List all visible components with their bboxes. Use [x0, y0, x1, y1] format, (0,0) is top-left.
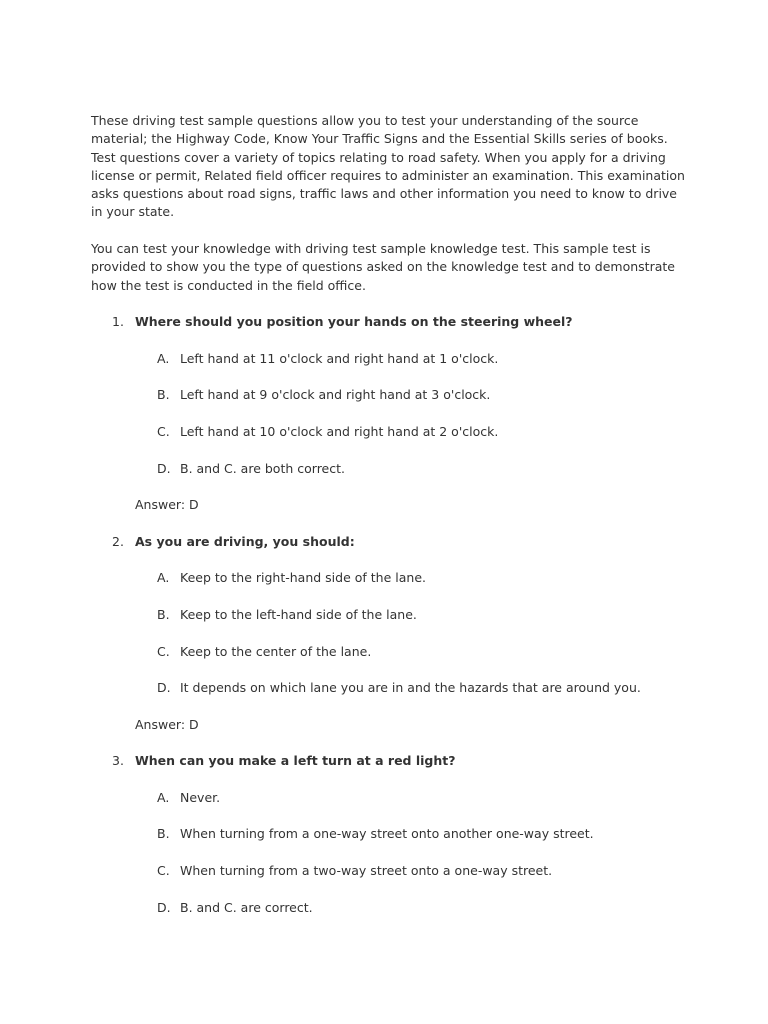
option-letter: D. [157, 899, 171, 915]
option-b [135, 606, 691, 624]
question-number: 2. [112, 533, 124, 549]
option-d [135, 460, 691, 478]
option-letter: A. [157, 570, 170, 586]
question-2 [91, 533, 691, 734]
option-text: Left hand at 11 o'clock and right hand at 1 o'clock. [180, 350, 499, 366]
question-number: 3. [112, 753, 124, 769]
option-a [135, 789, 691, 807]
intro-paragraph-2: You can test your knowledge with driving test sample knowledge test. This sample test is provided to show you the type of questions asked on the knowledge test and to demonstrate how the test is conducted in the field office. [91, 241, 675, 293]
answer-text: Answer: D [135, 716, 199, 732]
option-list [135, 789, 691, 917]
question-text: Where should you position your hands on the steering wheel? [135, 314, 573, 330]
option-text: Keep to the center of the lane. [180, 643, 372, 659]
option-text: Left hand at 9 o'clock and right hand at 3 o'clock. [180, 387, 491, 403]
option-list [135, 350, 691, 478]
option-letter: C. [157, 643, 170, 659]
option-text: Keep to the left-hand side of the lane. [180, 606, 417, 622]
option-text: B. and C. are correct. [180, 899, 313, 915]
option-c [135, 862, 691, 880]
question-3 [91, 752, 691, 917]
document-page [91, 112, 691, 935]
question-number: 1. [112, 314, 124, 330]
option-letter: D. [157, 460, 171, 476]
option-d [135, 679, 691, 697]
question-text: As you are driving, you should: [135, 533, 355, 549]
option-letter: C. [157, 862, 170, 878]
option-text: When turning from a one-way street onto another one-way street. [180, 826, 594, 842]
option-text: B. and C. are both correct. [180, 460, 345, 476]
option-text: When turning from a two-way street onto a one-way street. [180, 862, 553, 878]
option-text: Never. [180, 789, 221, 805]
option-a [135, 350, 691, 368]
option-a [135, 569, 691, 587]
option-letter: C. [157, 424, 170, 440]
option-d [135, 899, 691, 917]
question-list [91, 313, 691, 917]
option-text: Left hand at 10 o'clock and right hand at 2 o'clock. [180, 424, 499, 440]
option-letter: D. [157, 680, 171, 696]
option-list [135, 569, 691, 697]
option-text: It depends on which lane you are in and the hazards that are around you. [180, 680, 641, 696]
question-text: When can you make a left turn at a red light? [135, 753, 456, 769]
option-letter: B. [157, 826, 170, 842]
option-c [135, 423, 691, 441]
option-letter: B. [157, 606, 170, 622]
option-b [135, 386, 691, 404]
question-1 [91, 313, 691, 514]
answer-text: Answer: D [135, 497, 199, 513]
option-letter: B. [157, 387, 170, 403]
option-letter: A. [157, 350, 170, 366]
option-text: Keep to the right-hand side of the lane. [180, 570, 426, 586]
option-c [135, 643, 691, 661]
option-letter: A. [157, 789, 170, 805]
intro-paragraph-1: These driving test sample questions allow you to test your understanding of the source material; the Highway Code, Know Your Traffic Signs and the Essential Skills series of books. Test questions cover a variety of topics relating to road safety. When you apply for a driving license or permit, Related field officer requires to administer an examination. This examination asks questions about road signs, traffic laws and other information you need to know to drive in your state. [91, 113, 685, 220]
option-b [135, 825, 691, 843]
